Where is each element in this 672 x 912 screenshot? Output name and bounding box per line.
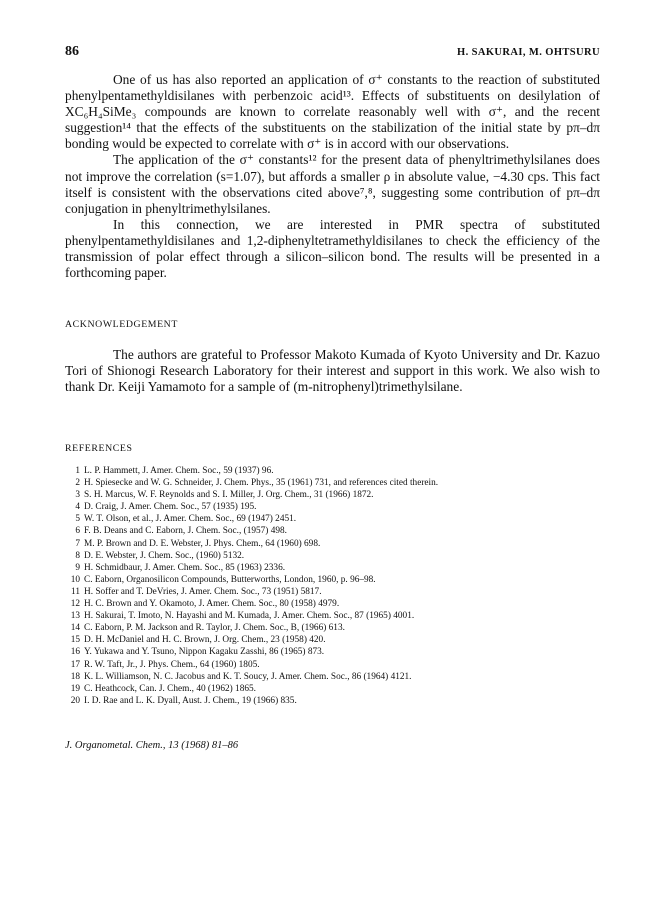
acknowledgement-paragraph: The authors are grateful to Professor Makoto Kumada of Kyoto University and Dr. Kazuo Tori of Shionogi Research Laboratory for their interest and support in this work. We also wish to thank Dr. Keiji Yamamoto for a sample of (m-nitrophenyl)trimethylsilane.	[65, 347, 600, 395]
reference-number: 20	[70, 695, 80, 706]
acknowledgement-text	[65, 347, 600, 395]
reference-text: H. Soffer and T. DeVries, J. Amer. Chem. Soc., 73 (1951) 5817.	[84, 586, 322, 597]
reference-text: H. Spiesecke and W. G. Schneider, J. Chem. Phys., 35 (1961) 731, and references cited therein.	[84, 478, 439, 489]
reference-item	[65, 550, 600, 562]
reference-number: 14	[70, 623, 80, 634]
reference-text: W. T. Olson, et al., J. Amer. Chem. Soc., 69 (1947) 2451.	[84, 514, 297, 525]
reference-item	[65, 598, 600, 610]
reference-number: 8	[75, 550, 80, 561]
page-header	[65, 44, 600, 60]
reference-number: 10	[70, 574, 80, 585]
reference-item	[65, 525, 600, 537]
reference-text: C. Heathcock, Can. J. Chem., 40 (1962) 1865.	[84, 683, 256, 694]
reference-item	[65, 489, 600, 501]
reference-item	[65, 513, 600, 525]
reference-number: 16	[70, 647, 80, 658]
reference-number: 12	[70, 599, 80, 610]
reference-number: 6	[75, 526, 80, 537]
reference-item	[65, 634, 600, 646]
body-text	[65, 72, 600, 281]
reference-text: H. C. Brown and Y. Okamoto, J. Amer. Chem. Soc., 80 (1958) 4979.	[84, 599, 340, 610]
reference-number: 11	[71, 586, 80, 597]
reference-text: K. L. Williamson, N. C. Jacobus and K. T. Soucy, J. Amer. Chem. Soc., 86 (1964) 4121.	[84, 671, 412, 682]
reference-item	[65, 659, 600, 671]
body-paragraph-3: In this connection, we are interested in PMR spectra of substituted phenylpentamethyldisilanes and 1,2-diphenyltetramethyldisilanes to check the efficiency of the transmission of polar effect through a silicon–silicon bond. The results will be presented in a forthcoming paper.	[65, 216, 600, 281]
reference-number: 3	[75, 490, 80, 501]
reference-list	[65, 465, 600, 707]
reference-item	[65, 622, 600, 634]
reference-number: 18	[70, 671, 80, 682]
reference-text: D. E. Webster, J. Chem. Soc., (1960) 5132.	[84, 550, 245, 561]
reference-item	[65, 671, 600, 683]
reference-item	[65, 574, 600, 586]
reference-item	[65, 501, 600, 513]
reference-text: H. Schmidbaur, J. Amer. Chem. Soc., 85 (1963) 2336.	[84, 562, 286, 573]
reference-text: D. H. McDaniel and H. C. Brown, J. Org. Chem., 23 (1958) 420.	[84, 635, 326, 646]
reference-item	[65, 586, 600, 598]
acknowledgement-heading: ACKNOWLEDGEMENT	[65, 319, 178, 330]
reference-text: H. Sakurai, T. Imoto, N. Hayashi and M. Kumada, J. Amer. Chem. Soc., 87 (1965) 4001.	[84, 611, 415, 622]
journal-citation-footer: J. Organometal. Chem., 13 (1968) 81–86	[65, 740, 239, 751]
reference-number: 15	[70, 635, 80, 646]
reference-text: C. Eaborn, Organosilicon Compounds, Butterworths, London, 1960, p. 96–98.	[84, 574, 376, 585]
reference-number: 2	[75, 478, 80, 489]
reference-number: 7	[75, 538, 80, 549]
body-paragraph-2: The application of the σ⁺ constants¹² for the present data of phenyltrimethylsilanes does not improve the correlation (s=1.07), but affords a smaller ρ in absolute value, −4.30 cps. This fact itself is consistent with the observations cited above⁷,⁸, suggesting some contribution of pπ–dπ conjugation in phenyltrimethylsilanes.	[65, 152, 600, 216]
reference-number: 19	[70, 683, 80, 694]
reference-number: 5	[75, 514, 80, 525]
reference-item	[65, 695, 600, 707]
body-paragraph-1: One of us has also reported an application of σ⁺ constants to the reaction of substituted phenylpentamethyldisilanes with perbenzoic acid¹³. Effects of substituents on desilylation of XC₆H₄SiMe₃ compounds are known to correlate reasonably well with σ⁺, and the recent suggestion¹⁴ that the effects of the substituents on the stabilization of the initial state by pπ–dπ bonding would be expected to correlate with σ⁺ is in accord with our observations.	[65, 72, 600, 152]
reference-text: M. P. Brown and D. E. Webster, J. Phys. Chem., 64 (1960) 698.	[84, 538, 321, 549]
reference-text: I. D. Rae and L. K. Dyall, Aust. J. Chem., 19 (1966) 835.	[84, 695, 297, 706]
reference-number: 1	[75, 466, 80, 476]
reference-number: 4	[75, 502, 80, 513]
references-heading: REFERENCES	[65, 443, 133, 454]
page-number: 86	[65, 44, 79, 59]
reference-number: 9	[75, 562, 80, 573]
reference-text: D. Craig, J. Amer. Chem. Soc., 57 (1935) 195.	[84, 502, 257, 513]
reference-text: S. H. Marcus, W. F. Reynolds and S. I. Miller, J. Org. Chem., 31 (1966) 1872.	[84, 490, 374, 501]
reference-item	[65, 538, 600, 550]
reference-item	[65, 646, 600, 658]
reference-text: R. W. Taft, Jr., J. Phys. Chem., 64 (1960) 1805.	[84, 659, 260, 670]
running-head-authors: H. SAKURAI, M. OHTSURU	[457, 47, 600, 58]
reference-number: 17	[70, 659, 80, 670]
reference-number: 13	[70, 611, 80, 622]
reference-text: C. Eaborn, P. M. Jackson and R. Taylor, J. Chem. Soc., B, (1966) 613.	[84, 623, 345, 634]
reference-item	[65, 477, 600, 489]
reference-text: L. P. Hammett, J. Amer. Chem. Soc., 59 (1937) 96.	[84, 466, 274, 476]
reference-item	[65, 610, 600, 622]
reference-item	[65, 465, 600, 477]
reference-text: Y. Yukawa and Y. Tsuno, Nippon Kagaku Zasshi, 86 (1965) 873.	[84, 647, 325, 658]
reference-item	[65, 683, 600, 695]
reference-text: F. B. Deans and C. Eaborn, J. Chem. Soc., (1957) 498.	[84, 526, 287, 537]
reference-item	[65, 562, 600, 574]
